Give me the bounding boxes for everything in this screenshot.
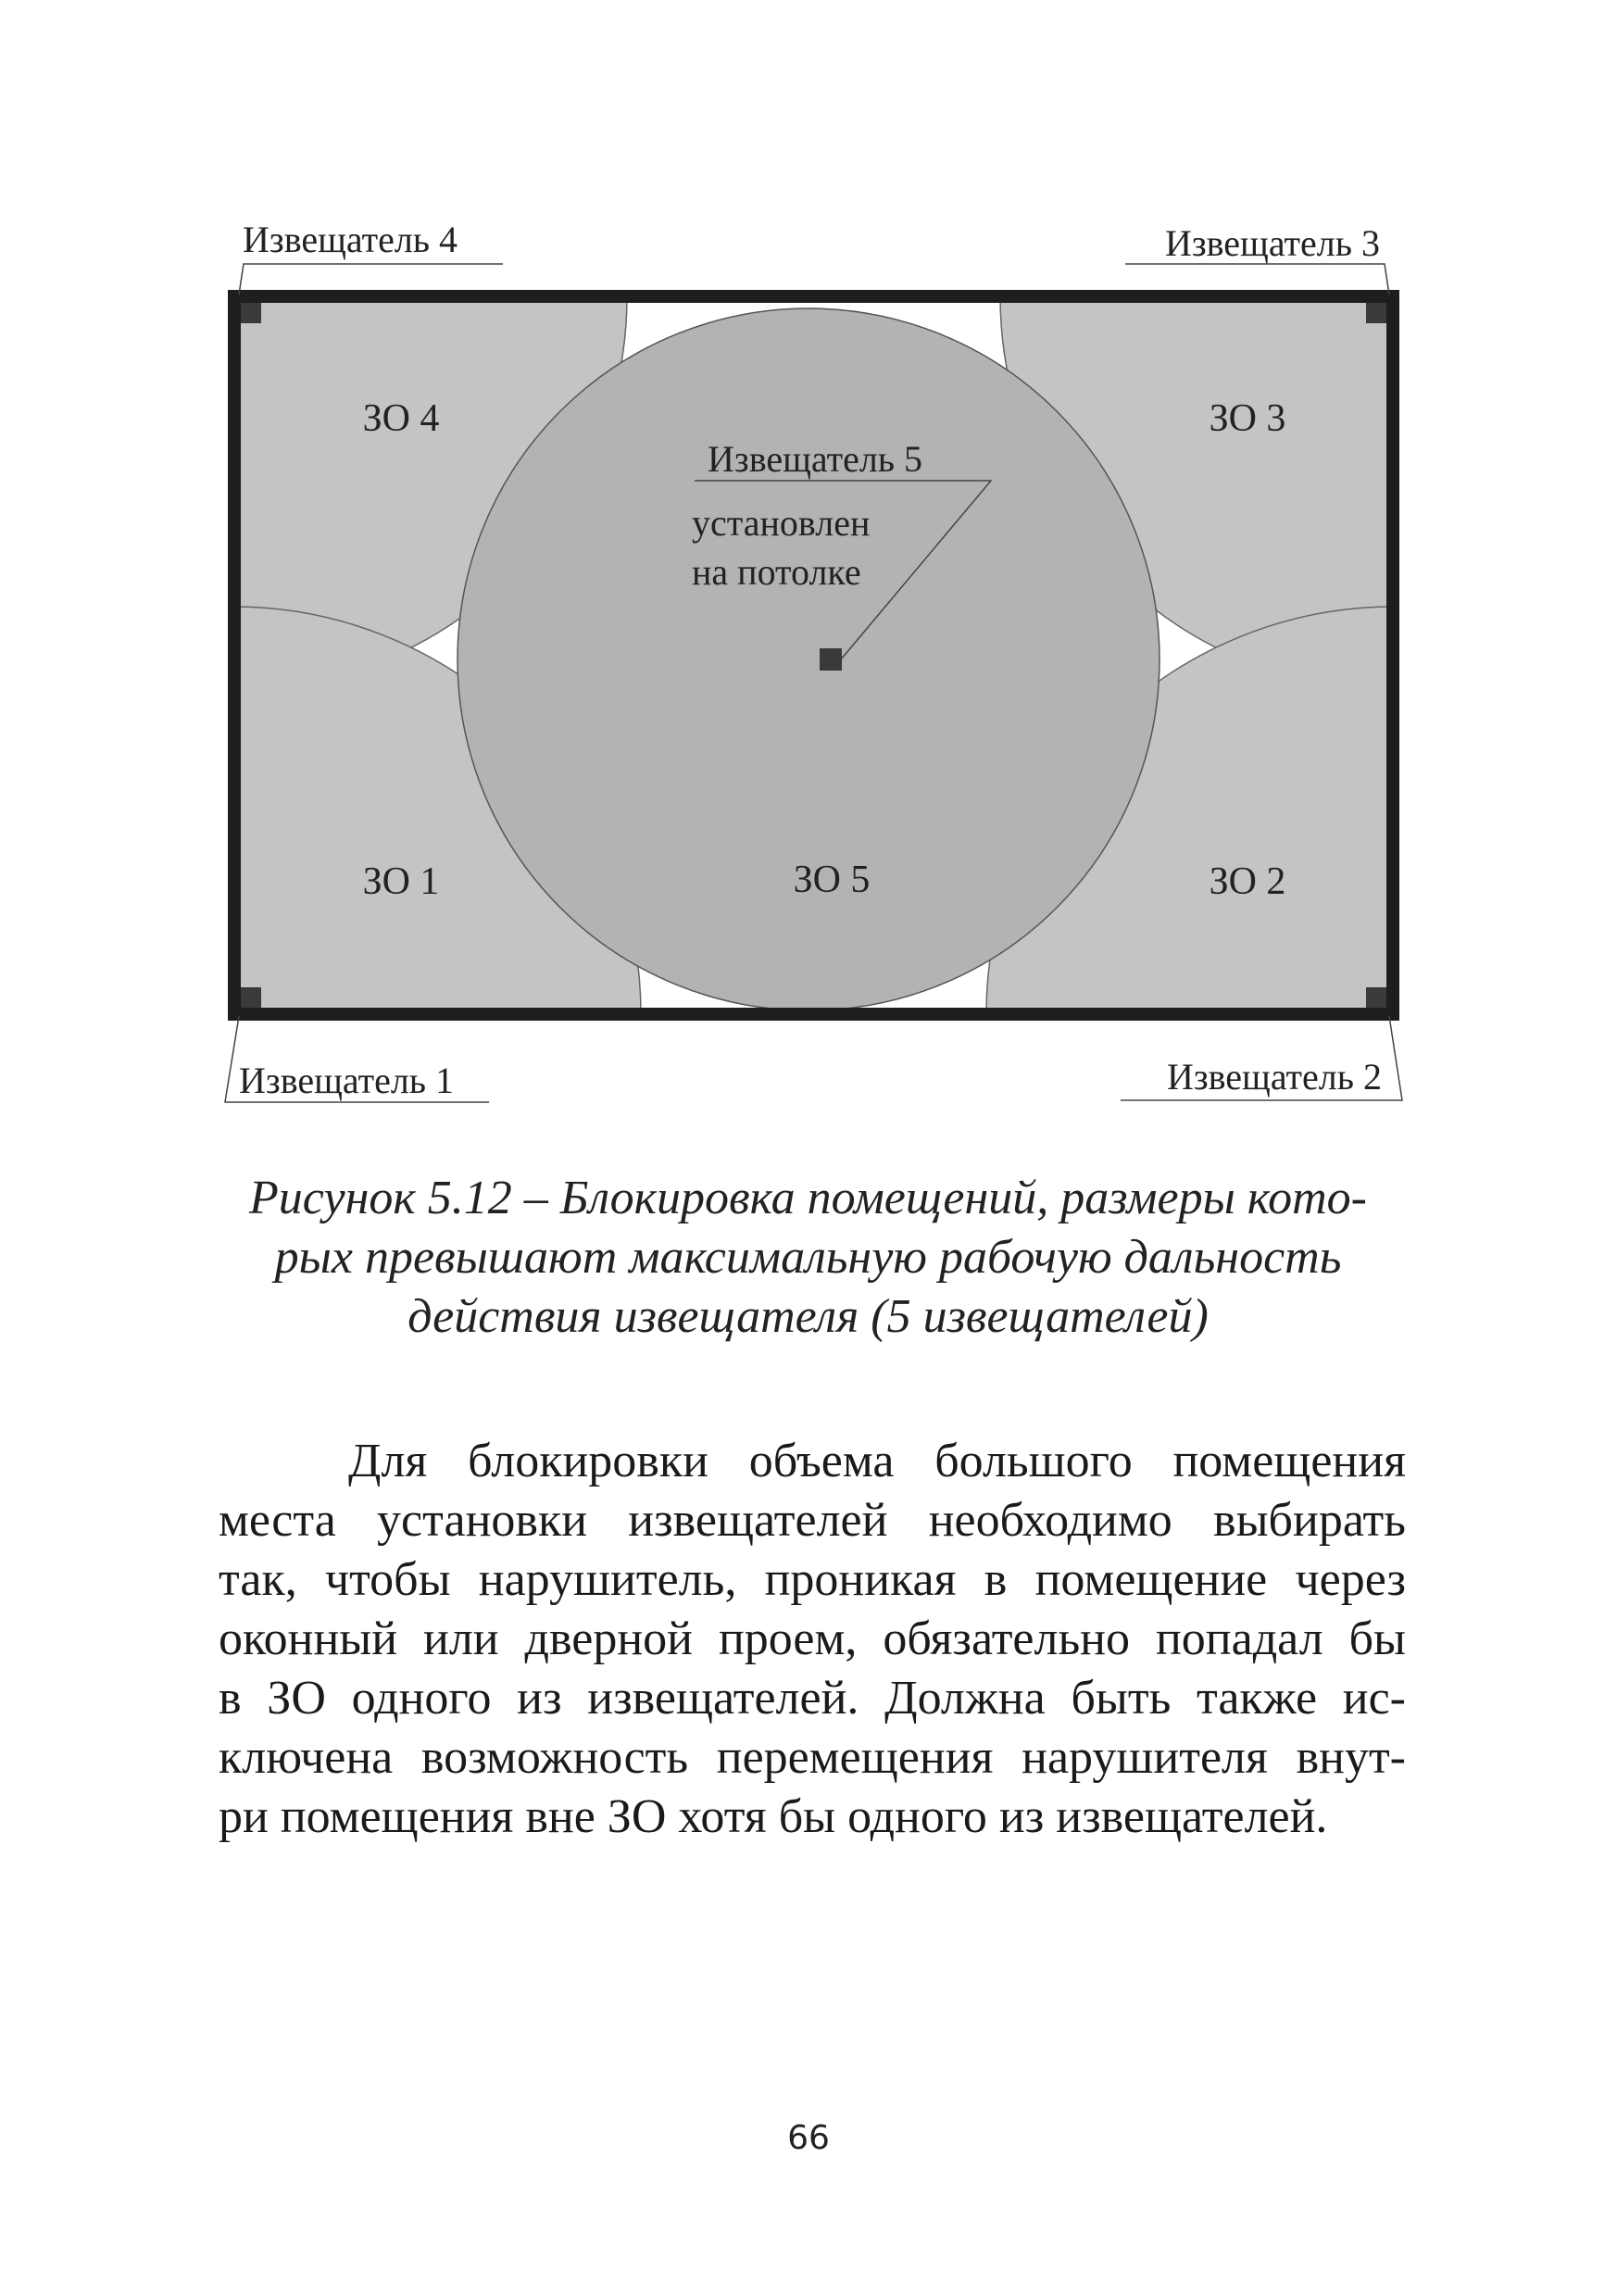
- paragraph-line: оконный или дверной проем, обязательно попадал бы: [219, 1612, 1406, 1665]
- detector-5-label: Извещатель 5: [708, 438, 923, 480]
- zone-5-label: ЗО 5: [793, 859, 871, 901]
- page-number: 66: [787, 2119, 830, 2157]
- detector-5-note-line2: на потолке: [692, 551, 861, 593]
- caption-line: Рисунок 5.12 – Блокировка помещений, размеры кото-: [249, 1172, 1367, 1224]
- detector-4-marker: [241, 303, 261, 323]
- caption-line: рых превышают максимальную рабочую дальность: [274, 1231, 1342, 1284]
- detector-4-label: Извещатель 4: [243, 219, 458, 260]
- detector-5-marker: [820, 648, 842, 671]
- detector-2-marker: [1366, 987, 1386, 1008]
- paragraph-line: так, чтобы нарушитель, проникая в помещение через: [219, 1553, 1406, 1606]
- paragraph-line: Для блокировки объема большого помещения: [348, 1435, 1406, 1487]
- zone-3-label: ЗО 3: [1209, 397, 1286, 440]
- paragraph-line: места установки извещателей необходимо выбирать: [219, 1494, 1406, 1547]
- zone-2-label: ЗО 2: [1209, 860, 1286, 903]
- figure-caption: [185, 1169, 1431, 1347]
- detector-5-note-line1: установлен: [692, 502, 871, 544]
- detector-1-marker: [241, 987, 261, 1008]
- paragraph-line: в ЗО одного из извещателей. Должна быть также ис-: [219, 1672, 1406, 1725]
- detector-3-marker: [1366, 303, 1386, 323]
- caption-line: действия извещателя (5 извещателей): [407, 1290, 1209, 1343]
- zone-4-label: ЗО 4: [362, 397, 440, 440]
- detector-2-label: Извещатель 2: [1166, 1056, 1382, 1098]
- paragraph-line: ри помещения вне ЗО хотя бы одного из извещателей.: [219, 1790, 1328, 1843]
- body-paragraph: [219, 1432, 1406, 1847]
- detector-1-label: Извещатель 1: [239, 1060, 455, 1101]
- zone-1-label: ЗО 1: [362, 860, 440, 903]
- detector-3-label: Извещатель 3: [1164, 222, 1380, 264]
- paragraph-line: ключена возможность перемещения нарушителя внут-: [219, 1731, 1406, 1784]
- zone-5-area: [458, 308, 1159, 1010]
